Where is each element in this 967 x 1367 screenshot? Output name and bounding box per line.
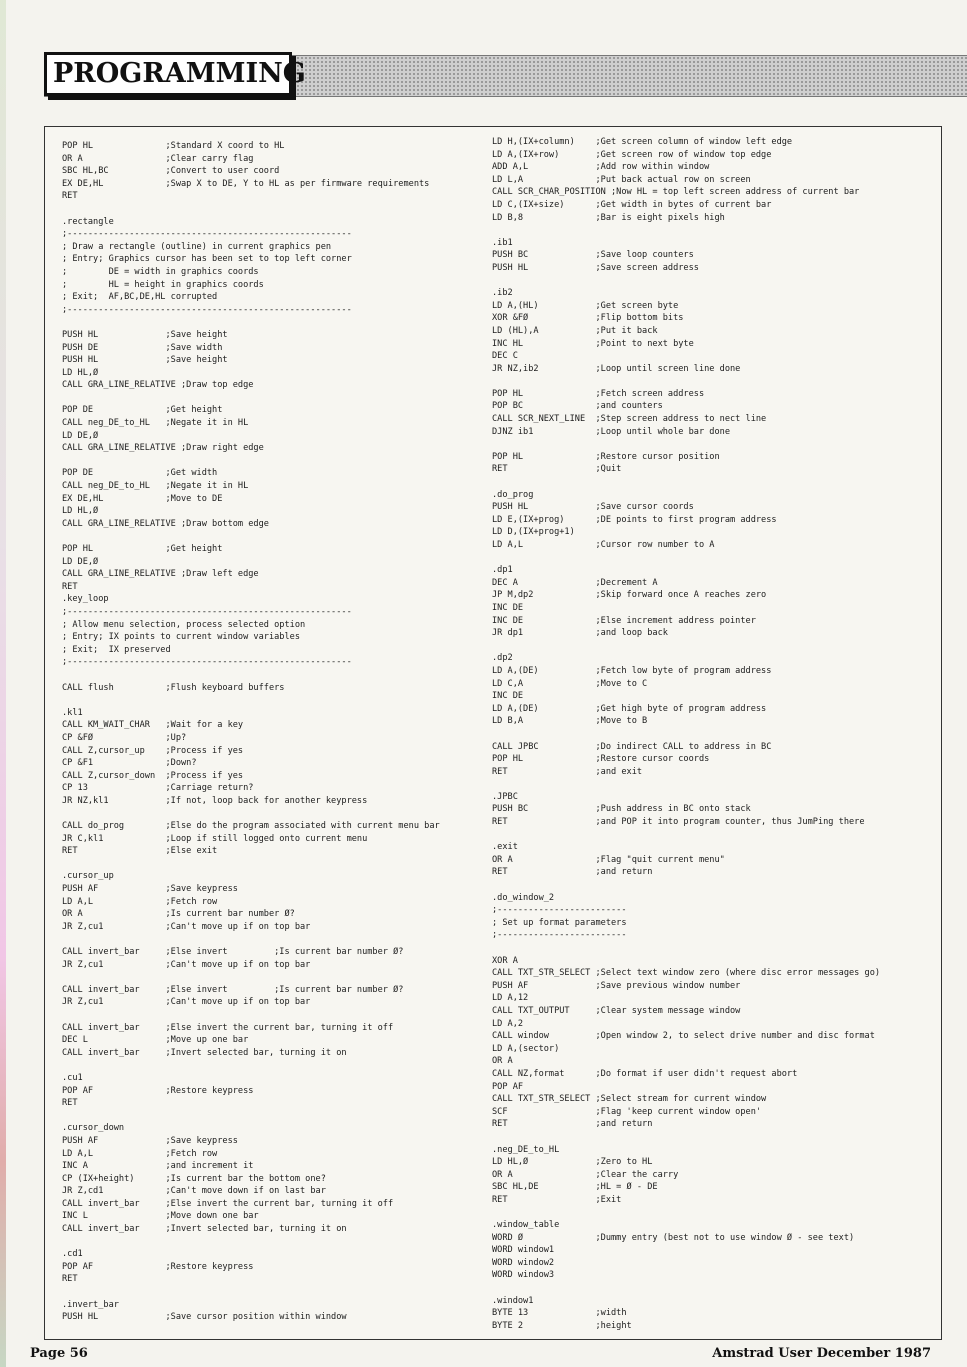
page-edge-strip [0, 0, 6, 1367]
page-number: Page 56 [30, 1346, 88, 1361]
section-heading: PROGRAMMING [44, 52, 292, 96]
magazine-issue: Amstrad User December 1987 [712, 1346, 931, 1361]
code-column-right: LD H,(IX+column) ;Get screen column of window left edge LD A,(IX+row) ;Get screen row of window top edge ADD A,L ;Add row within window LD L,A ;Put back actual row on screen CALL SCR_CHAR_POSITION ;Now HL = top left screen address of current bar LD C,(IX+size) ;Get width in bytes of current bar LD B,8 ;Bar is eight pixels high .ib1 PUSH BC ;Save loop counters PUSH HL ;Save screen address .ib2 LD A,(HL) ;Get screen byte XOR &FØ ;Flip bottom bits LD (HL),A ;Put it back INC HL ;Point to next byte DEC C JR NZ,ib2 ;Loop until screen line done POP HL ;Fetch screen address POP BC ;and counters CALL SCR_NEXT_LINE ;Step screen address to nect line DJNZ ib1 ;Loop until whole bar done POP HL ;Restore cursor position RET ;Quit .do_prog PUSH HL ;Save cursor coords LD E,(IX+prog) ;DE points to first program address LD D,(IX+prog+1) LD A,L ;Cursor row number to A .dp1 DEC A ;Decrement A JP M,dp2 ;Skip forward once A reaches zero INC DE INC DE ;Else increment address pointer JR dp1 ;and loop back .dp2 LD A,(DE) ;Fetch low byte of program address LD C,A ;Move to C INC DE LD A,(DE) ;Get high byte of program address LD B,A ;Move to B CALL JPBC ;Do indirect CALL to address in BC POP HL ;Restore cursor coords RET ;and exit .JPBC PUSH BC ;Push address in BC onto stack RET ;and POP it into program counter, thus JumPing there .exit OR A ;Flag "quit current menu" RET ;and return .do_window_2 ;------------------------- ; Set up format parameters ;------------------------- XOR A CALL TXT_STR_SELECT ;Select text window zero (where disc error messages go) PUSH AF ;Save previous window number LD A,12 CALL TXT_OUTPUT ;Clear system message window LD A,2 CALL window ;Open window 2, to select drive number and disc format LD A,(sector) OR A CALL NZ,format ;Do format if user didn't request abort POP AF CALL TXT_STR_SELECT ;Select stream for current window SCF ;Flag 'keep current window open' RET ;and return .neg_DE_to_HL LD HL,Ø ;Zero to HL OR A ;Clear the carry SBC HL,DE ;HL = Ø - DE RET ;Exit .window_table WORD Ø ;Dummy entry (best not to use window Ø - see text) WORD window1 WORD window2 WORD window3 .window1 BYTE 13 ;width BYTE 2 ;height [492, 137, 881, 1331]
code-column-left: POP HL ;Standard X coord to HL OR A ;Clear carry flag SBC HL,BC ;Convert to user coord EX DE,HL ;Swap X to DE, Y to HL as per firmware requirements RET .rectangle ;------------------------------------------------------- ; Draw a rectangle (outline) in current graphics pen ; Entry; Graphics cursor has been set to top left corner ; DE = width in graphics coords ; HL = height in graphics coords ; Exit; AF,BC,DE,HL corrupted ;------------------------------------------------------- PUSH HL ;Save height PUSH DE ;Save width PUSH HL ;Save height LD HL,Ø CALL GRA_LINE_RELATIVE ;Draw top edge POP DE ;Get height CALL neg_DE_to_HL ;Negate it in HL LD DE,Ø CALL GRA_LINE_RELATIVE ;Draw right edge POP DE ;Get width CALL neg_DE_to_HL ;Negate it in HL EX DE,HL ;Move to DE LD HL,Ø CALL GRA_LINE_RELATIVE ;Draw bottom edge POP HL ;Get height LD DE,Ø CALL GRA_LINE_RELATIVE ;Draw left edge RET .key_loop ;------------------------------------------------------- ; Allow menu selection, process selected option ; Entry; IX points to current window variables ; Exit; IX preserved ;------------------------------------------------------- CALL flush ;Flush keyboard buffers .kl1 CALL KM_WAIT_CHAR ;Wait for a key CP &FØ ;Up? CALL Z,cursor_up ;Process if yes CP &F1 ;Down? CALL Z,cursor_down ;Process if yes CP 13 ;Carriage return? JR NZ,kl1 ;If not, loop back for another keypress CALL do_prog ;Else do the program associated with current menu bar JR C,kl1 ;Loop if still logged onto current menu RET ;Else exit .cursor_up PUSH AF ;Save keypress LD A,L ;Fetch row OR A ;Is current bar number Ø? JR Z,cu1 ;Can't move up if on top bar CALL invert_bar ;Else invert ;Is current bar number Ø? JR Z,cu1 ;Can't move up if on top bar CALL invert_bar ;Else invert ;Is current bar number Ø? JR Z,cu1 ;Can't move up if on top bar CALL invert_bar ;Else invert the current bar, turning it off DEC L ;Move up one bar CALL invert_bar ;Invert selected bar, turning it on .cu1 POP AF ;Restore keypress RET .cursor_down PUSH AF ;Save keypress LD A,L ;Fetch row INC A ;and increment it CP (IX+height) ;Is current bar the bottom one? JR Z,cd1 ;Can't move down if on last bar CALL invert_bar ;Else invert the current bar, turning it off INC L ;Move down one bar CALL invert_bar ;Invert selected bar, turning it on .cd1 POP AF ;Restore keypress RET .invert_bar PUSH HL ;Save cursor position within window [62, 141, 440, 1323]
